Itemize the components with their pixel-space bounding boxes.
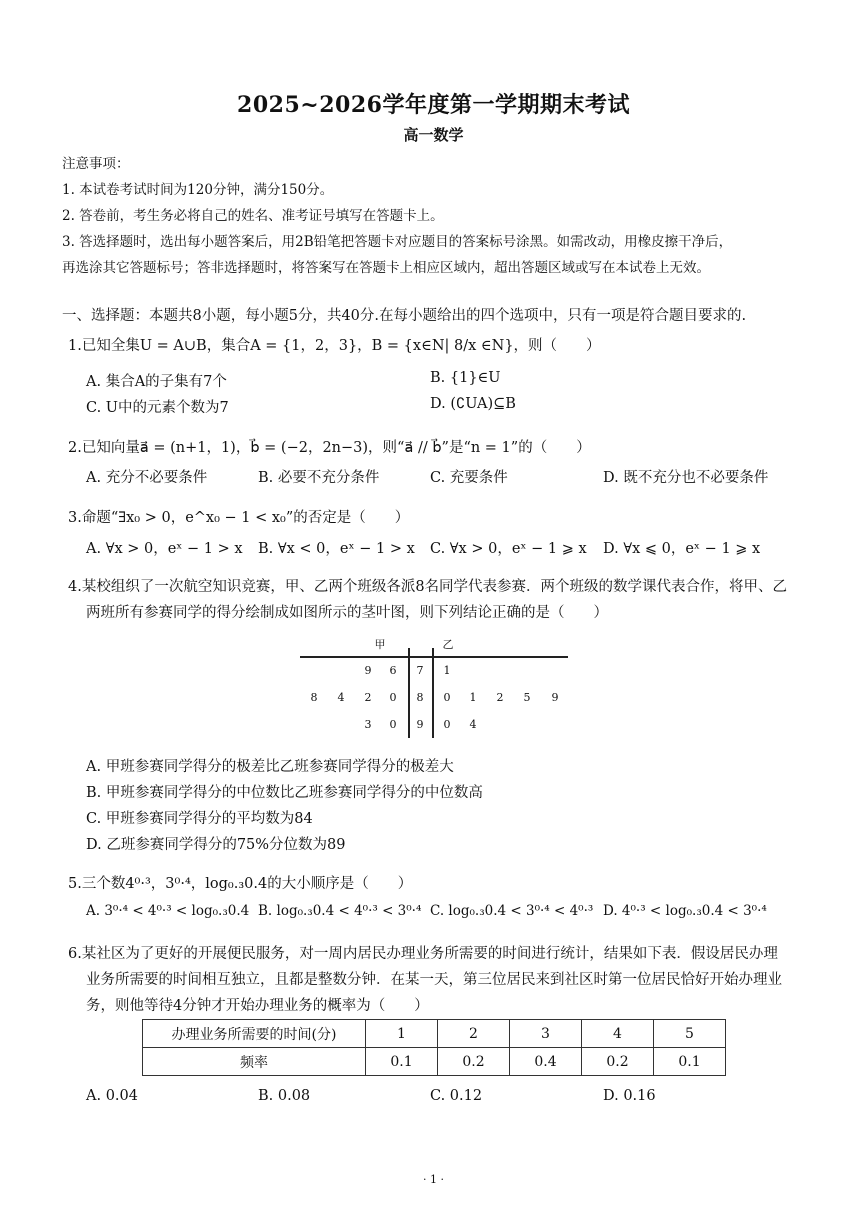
q4-option-c: C. 甲班参赛同学得分的平均数为84 bbox=[86, 811, 313, 827]
question-4-stem-line2: 两班所有参赛同学的得分绘制成如图所示的茎叶图，则下列结论正确的是（ ） bbox=[86, 605, 608, 621]
table-cell: 0.2 bbox=[438, 1048, 510, 1076]
stemleaf-left-leaf: 0 bbox=[389, 718, 397, 731]
table-cell: 0.2 bbox=[582, 1048, 654, 1076]
stemleaf-left-leaf: 0 bbox=[389, 691, 397, 704]
notice-item-1: 1. 本试卷考试时间为120分钟，满分150分。 bbox=[62, 182, 334, 198]
q6-option-c: C. 0.12 bbox=[430, 1088, 483, 1104]
table-cell: 3 bbox=[510, 1020, 582, 1048]
q6-option-b: B. 0.08 bbox=[258, 1088, 311, 1104]
stemleaf-stem: 7 bbox=[416, 664, 424, 677]
q6-option-a: A. 0.04 bbox=[86, 1088, 138, 1104]
exam-subtitle: 高一数学 bbox=[403, 126, 464, 144]
q5-option-c: C. log₀.₃0.4 < 3⁰·⁴ < 4⁰·³ bbox=[430, 903, 594, 919]
stemleaf-header-left: 甲 bbox=[374, 638, 386, 651]
table-row-header: 频率 bbox=[143, 1048, 366, 1076]
table-cell: 2 bbox=[438, 1020, 510, 1048]
table-cell: 5 bbox=[654, 1020, 726, 1048]
q3-option-d: D. ∀x ⩽ 0，eˣ − 1 ⩾ x bbox=[603, 541, 761, 557]
stemleaf-right-leaf: 1 bbox=[469, 691, 477, 704]
q4-option-a: A. 甲班参赛同学得分的极差比乙班参赛同学得分的极差大 bbox=[86, 759, 454, 775]
q1-option-d: D. (∁UA)⊆B bbox=[430, 396, 516, 412]
stemleaf-left-leaf: 9 bbox=[364, 664, 372, 677]
stemleaf-right-leaf: 1 bbox=[443, 664, 451, 677]
stemleaf-left-leaf: 8 bbox=[310, 691, 318, 704]
stemleaf-stem: 9 bbox=[416, 718, 424, 731]
q2-option-a: A. 充分不必要条件 bbox=[86, 470, 208, 486]
q5-option-b: B. log₀.₃0.4 < 4⁰·³ < 3⁰·⁴ bbox=[258, 903, 422, 919]
q4-option-d: D. 乙班参赛同学得分的75%分位数为89 bbox=[86, 837, 346, 853]
table-cell: 1 bbox=[366, 1020, 438, 1048]
stemleaf-left-leaf: 4 bbox=[337, 691, 345, 704]
table-row-header: 办理业务所需要的时间(分) bbox=[143, 1020, 366, 1048]
stemleaf-left-rule bbox=[408, 648, 410, 738]
stemleaf-right-leaf: 2 bbox=[496, 691, 504, 704]
table-cell: 4 bbox=[582, 1020, 654, 1048]
q1-option-a: A. 集合A的子集有7个 bbox=[86, 374, 227, 390]
q3-option-b: B. ∀x < 0，eˣ − 1 > x bbox=[258, 541, 415, 557]
question-3-stem: 3.命题“∃x₀ > 0，e^x₀ − 1 < x₀”的否定是（ ） bbox=[68, 510, 410, 526]
q2-option-d: D. 既不充分也不必要条件 bbox=[603, 470, 769, 486]
table-cell: 0.1 bbox=[654, 1048, 726, 1076]
q2-option-c: C. 充要条件 bbox=[430, 470, 508, 486]
stemleaf-right-leaf: 4 bbox=[469, 718, 477, 731]
q4-option-b: B. 甲班参赛同学得分的中位数比乙班参赛同学得分的中位数高 bbox=[86, 785, 483, 801]
q1-option-c: C. U中的元素个数为7 bbox=[86, 400, 229, 416]
stemleaf-top-rule bbox=[300, 656, 568, 658]
question-4-stem-line1: 4.某校组织了一次航空知识竞赛，甲、乙两个班级各派8名同学代表参赛．两个班级的数学课代表合作，将甲、乙 bbox=[68, 579, 788, 595]
question-5-stem: 5.三个数4⁰·³，3⁰·⁴，log₀.₃0.4的大小顺序是（ ） bbox=[68, 876, 413, 892]
question-6-stem-line1: 6.某社区为了更好的开展便民服务，对一周内居民办理业务所需要的时间进行统计，结果如下表．假设居民办理 bbox=[68, 946, 778, 962]
question-2-stem: 2.已知向量a⃗ = (n+1，1)，b⃗ = (−2，2n−3)，则“a⃗ // b⃗”是“n = 1”的（ ） bbox=[68, 440, 591, 456]
notice-item-3: 3. 答选择题时，选出每小题答案后，用2B铅笔把答题卡对应题目的答案标号涂黑。如需改动，用橡皮擦干净后， bbox=[62, 234, 733, 250]
stemleaf-right-leaf: 9 bbox=[551, 691, 559, 704]
exam-title: 2025~2026学年度第一学期期末考试 bbox=[237, 92, 630, 118]
frequency-table bbox=[142, 1019, 726, 1076]
notice-heading: 注意事项： bbox=[62, 156, 130, 172]
q3-option-c: C. ∀x > 0，eˣ − 1 ⩾ x bbox=[430, 541, 587, 557]
section-heading: 一、选择题：本题共8小题，每小题5分，共40分.在每小题给出的四个选项中，只有一项是符合题目要求的. bbox=[62, 308, 747, 324]
stemleaf-left-leaf: 6 bbox=[389, 664, 397, 677]
stemleaf-left-leaf: 2 bbox=[364, 691, 372, 704]
table-row bbox=[143, 1048, 726, 1076]
table-row bbox=[143, 1020, 726, 1048]
q2-option-b: B. 必要不充分条件 bbox=[258, 470, 380, 486]
q5-option-d: D. 4⁰·³ < log₀.₃0.4 < 3⁰·⁴ bbox=[603, 903, 767, 919]
question-1-stem: 1.已知全集U = A∪B，集合A = {1，2，3}，B = {x∈N| 8/x ∈N}，则（ ） bbox=[68, 338, 601, 354]
question-6-stem-line2: 业务所需要的时间相互独立，且都是整数分钟．在某一天，第三位居民来到社区时第一位居民恰好开始办理业 bbox=[86, 972, 782, 988]
q5-option-a: A. 3⁰·⁴ < 4⁰·³ < log₀.₃0.4 bbox=[86, 903, 250, 919]
q3-option-a: A. ∀x > 0，eˣ − 1 > x bbox=[86, 541, 243, 557]
stemleaf-stem: 8 bbox=[416, 691, 424, 704]
table-cell: 0.4 bbox=[510, 1048, 582, 1076]
notice-item-2: 2. 答卷前，考生务必将自己的姓名、准考证号填写在答题卡上。 bbox=[62, 208, 444, 224]
question-6-stem-line3: 务，则他等待4分钟才开始办理业务的概率为（ ） bbox=[86, 998, 429, 1014]
table-cell: 0.1 bbox=[366, 1048, 438, 1076]
q1-option-b: B. {1}∈U bbox=[430, 370, 501, 386]
page-number: · 1 · bbox=[423, 1173, 444, 1186]
notice-item-3-cont: 再选涂其它答题标号；答非选择题时，将答案写在答题卡上相应区域内，超出答题区域或写在本试卷上无效。 bbox=[62, 260, 710, 276]
q6-option-d: D. 0.16 bbox=[603, 1088, 656, 1104]
stemleaf-right-leaf: 5 bbox=[523, 691, 531, 704]
stemleaf-left-leaf: 3 bbox=[364, 718, 372, 731]
stemleaf-right-leaf: 0 bbox=[443, 691, 451, 704]
stemleaf-right-leaf: 0 bbox=[443, 718, 451, 731]
stemleaf-right-rule bbox=[432, 648, 434, 738]
stemleaf-header-right: 乙 bbox=[442, 638, 454, 651]
